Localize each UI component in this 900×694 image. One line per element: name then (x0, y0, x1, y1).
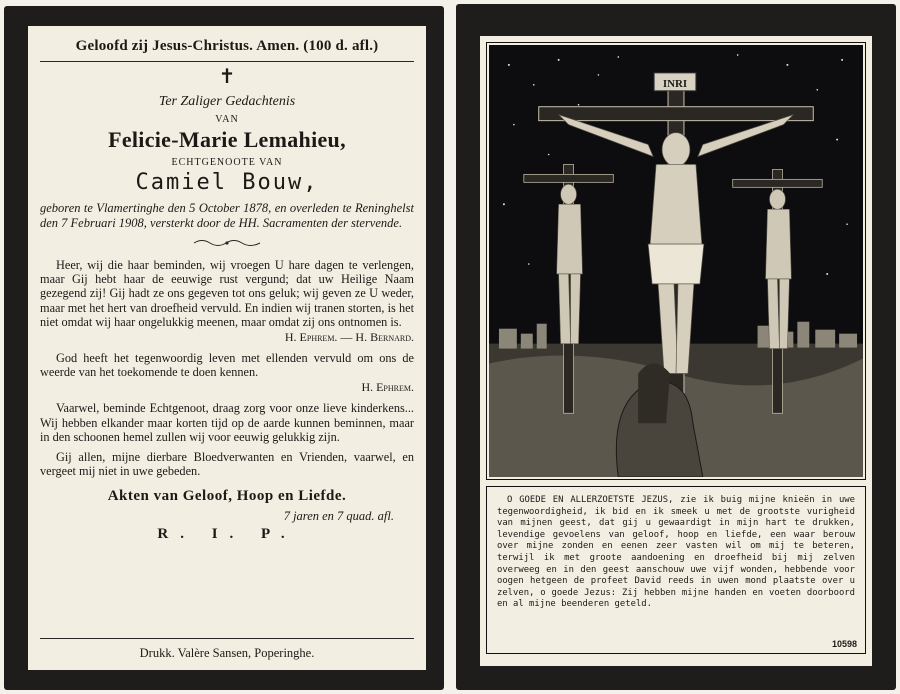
footer-divider (40, 638, 414, 639)
crucifixion-picture-frame (486, 42, 866, 480)
header-line: Geloofd zij Jesus-Christus. Amen. (100 d. afl.) (75, 38, 379, 54)
crucifixion-engraving (489, 45, 863, 477)
signature-2: H. Ephrem. (361, 380, 414, 395)
catalog-number: 10598 (831, 639, 857, 649)
deceased-name: Felicie-Marie Lemahieu, (108, 127, 346, 152)
van-label: VAN (215, 114, 239, 125)
prayer-text: O GOEDE EN ALLERZOETSTE JEZUS, zie ik buig mijne knieën in uwe tegenwoordigheid, ik bid en ik smeek u met de grootste vurigheid van mijnen geest, dat gij u gewaardigt in mijn hart te drukken, levendige gevoelens van geloof, hoop en liefde, een waar berouw over mijne zonden en eenen zeer vasten wil om mij te beteren, terwijl ik met groote aandoening en droefheid bij mij zelven overweeg en in den geest aanschouw uwe vijf wonden, hebbende voor oogen hetgeen de profeet David reeds in uwen mond plaatste over u zelven, o goede Jezus: Zij hebben mijne handen en voeten doorboord en al mijne beenderen geteld. (497, 495, 855, 610)
paragraph-1: Heer, wij die haar beminden, wij vroegen U hare dagen te verlengen, maar Gij hebt haar de eeuwige rust vergund; dat uw Heilige Naam gezegend zij! Gij hadt ze ons gegeven tot ons geluk; wij geven ze U weder, maar met het hert van droefheid vervuld. En indien wij tranen storten, is het niet omdat wij haar ongelukkig meenen, maar omdat zij ons ontnomen is. (40, 258, 414, 329)
birth-death-text: geboren te Vlamertinghe den 5 October 1878, en overleden te Reninghelst den 7 Februari 1908, versterkt door de HH. Sacramenten der stervende. (40, 201, 414, 230)
printer-line: Drukk. Valère Sansen, Poperinghe. (139, 646, 315, 660)
image-panel (480, 36, 872, 666)
text-panel (28, 26, 426, 670)
cross-icon: ✝ (218, 66, 236, 88)
prayer-box (486, 486, 866, 654)
left-thief-figure-icon (557, 184, 583, 343)
flourish-ornament-icon (40, 237, 414, 252)
spouse-label: ECHTGENOOTE VAN (171, 157, 283, 168)
memorial-card-text-side (4, 6, 444, 690)
paragraph-2: God heeft het tegenwoordig leven met ellenden vervuld om ons de weerde van het toekomende te doen kennen. (40, 351, 414, 380)
paragraph-3: Vaarwel, beminde Echtgenoot, draag zorg voor onze lieve kinderkens... Wij hebben elkander maar korten tijd op de aarde kunnen beminnen, maar in den schoonen hemel zullen wij voor eeuwig gelukkig zijn. (40, 401, 414, 444)
memorial-card-image-side (456, 4, 896, 690)
indulgence-line: 7 jaren en 7 quad. afl. (283, 509, 394, 524)
spouse-name: Camiel Bouw, (135, 170, 319, 195)
paragraph-4: Gij allen, mijne dierbare Bloedverwanten en Vrienden, vaarwel, en vergeet mij niet in uwe gebeden. (40, 450, 414, 479)
signature-1: H. Ephrem. — H. Bernard. (284, 330, 414, 345)
virtues-line: Akten van Geloof, Hoop en Liefde. (107, 488, 347, 505)
in-memoriam-heading: Ter Zaliger Gedachtenis (158, 94, 296, 109)
rip-line: R. I. P. (157, 526, 297, 543)
inri-sign: INRI (662, 77, 688, 90)
right-thief-figure-icon (766, 189, 792, 348)
header-divider (40, 61, 414, 62)
